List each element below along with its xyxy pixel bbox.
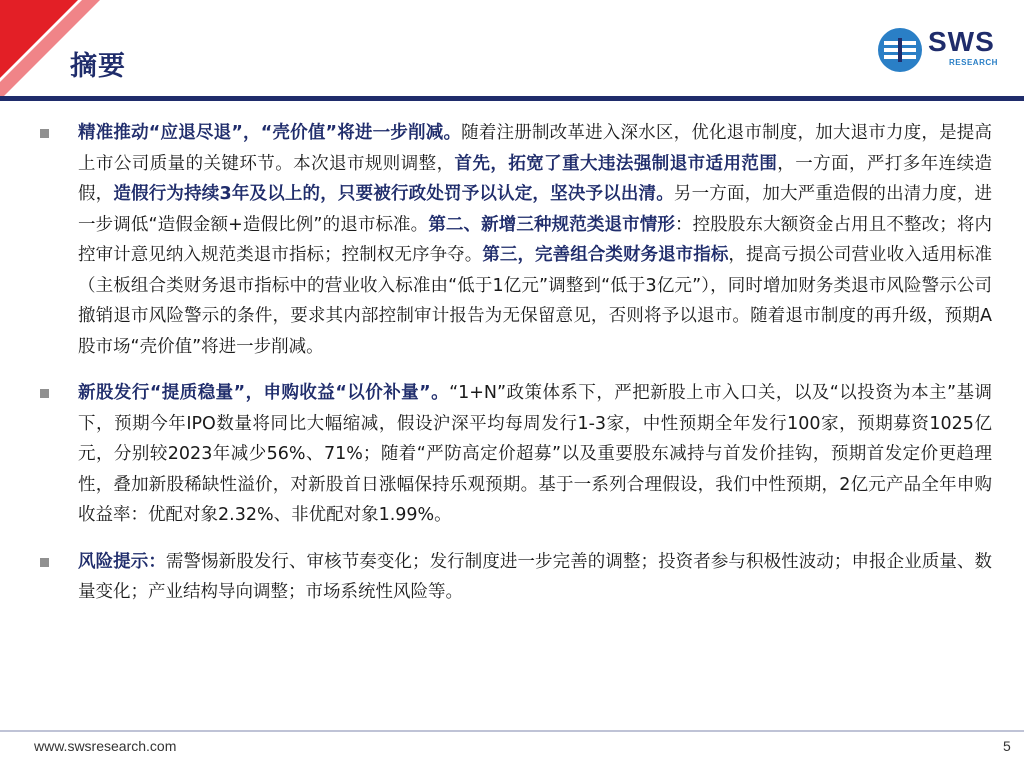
body-text: “1+N”政策体系下，严把新股上市入口关，以及“以投资为本主”基调下，预期今年IPO数量将同比大幅缩减，假设沪深平均每周发行1-3家，中性预期全年发行100家，预期募资1025亿元，分别较2023年减少56%、71%；随着“严防高定价超募”以及重要股东减持与首发价挂钩，预期首发定价更趋理性，叠加新股稀缺性溢价，对新股首日涨幅保持乐观预期。基于一系列合理假设，我们中性预期，2亿元产品全年申购收益率：优配对象2.32%、非优配对象1.99%。 [78, 383, 992, 525]
body-text: ，一方面，严打多年连续造假， [78, 153, 993, 204]
emphasis-text: 第三，完善组合类财务退市指标 [482, 245, 729, 265]
logo-text: SWS [928, 26, 995, 57]
summary-bullet-ipo [40, 378, 992, 531]
body-text: 另一方面，加大严重造假的出清力度，进一步调低“造假金额+造假比例”的退市标准。 [78, 184, 993, 235]
page-number: 5 [1003, 738, 1011, 754]
body-text: ：控股股东大额资金占用且不整改；将内控审计意见纳入规范类退市指标；控制权无序争夺。 [78, 214, 993, 265]
bullet-square-icon [40, 558, 49, 567]
summary-bullet-delisting [40, 118, 992, 362]
emphasis-text: 造假行为持续3年及以上的，只要被行政处罚予以认定，坚决予以出清。 [113, 184, 674, 204]
emphasis-text: 第二、新增三种规范类退市情形 [428, 214, 675, 235]
bullet-paragraph [78, 547, 992, 608]
bullet-paragraph [78, 118, 992, 362]
summary-bullet-risk [40, 547, 992, 608]
page-title: 摘要 [70, 51, 126, 82]
sws-research-logo [876, 24, 1004, 76]
emphasis-text: 新股发行“提质稳量”，申购收益“以价补量”。 [78, 383, 450, 403]
bullet-square-icon [40, 389, 49, 398]
body-text: 需警惕新股发行、审核节奏变化；发行制度进一步完善的调整；投资者参与积极性波动；申报企业质量、数量变化；产业结构导向调整；市场系统性风险等。 [78, 551, 993, 602]
emphasis-text: 首先，拓宽了重大违法强制退市适用范围 [454, 153, 778, 174]
bullet-paragraph [78, 378, 992, 531]
body-text: 随着注册制改革进入深水区，优化退市制度，加大退市力度，是提高上市公司质量的关键环节。本次退市规则调整， [78, 123, 993, 174]
emphasis-text: 精准推动“应退尽退”，“壳价值”将进一步削减。 [78, 123, 462, 143]
bullet-square-icon [40, 129, 49, 138]
summary-content [40, 118, 992, 608]
logo-subtext: RESEARCH [949, 58, 998, 67]
body-text: ，提高亏损公司营业收入适用标准（主板组合类财务退市指标中的营业收入标准由“低于1亿元”调整到“低于3亿元”），同时增加财务类退市风险警示公司撤销退市风险警示的条件，要求其内部控制审计报告为无保留意见，否则将予以退市。随着退市制度的再升级，预期A股市场“壳价值”将进一步削减。 [78, 245, 993, 357]
header-divider [0, 96, 1024, 101]
emphasis-text: 风险提示： [78, 551, 166, 572]
sws-logo-icon [876, 24, 928, 76]
footer-divider [0, 730, 1024, 732]
footer-url: www.swsresearch.com [34, 738, 177, 754]
